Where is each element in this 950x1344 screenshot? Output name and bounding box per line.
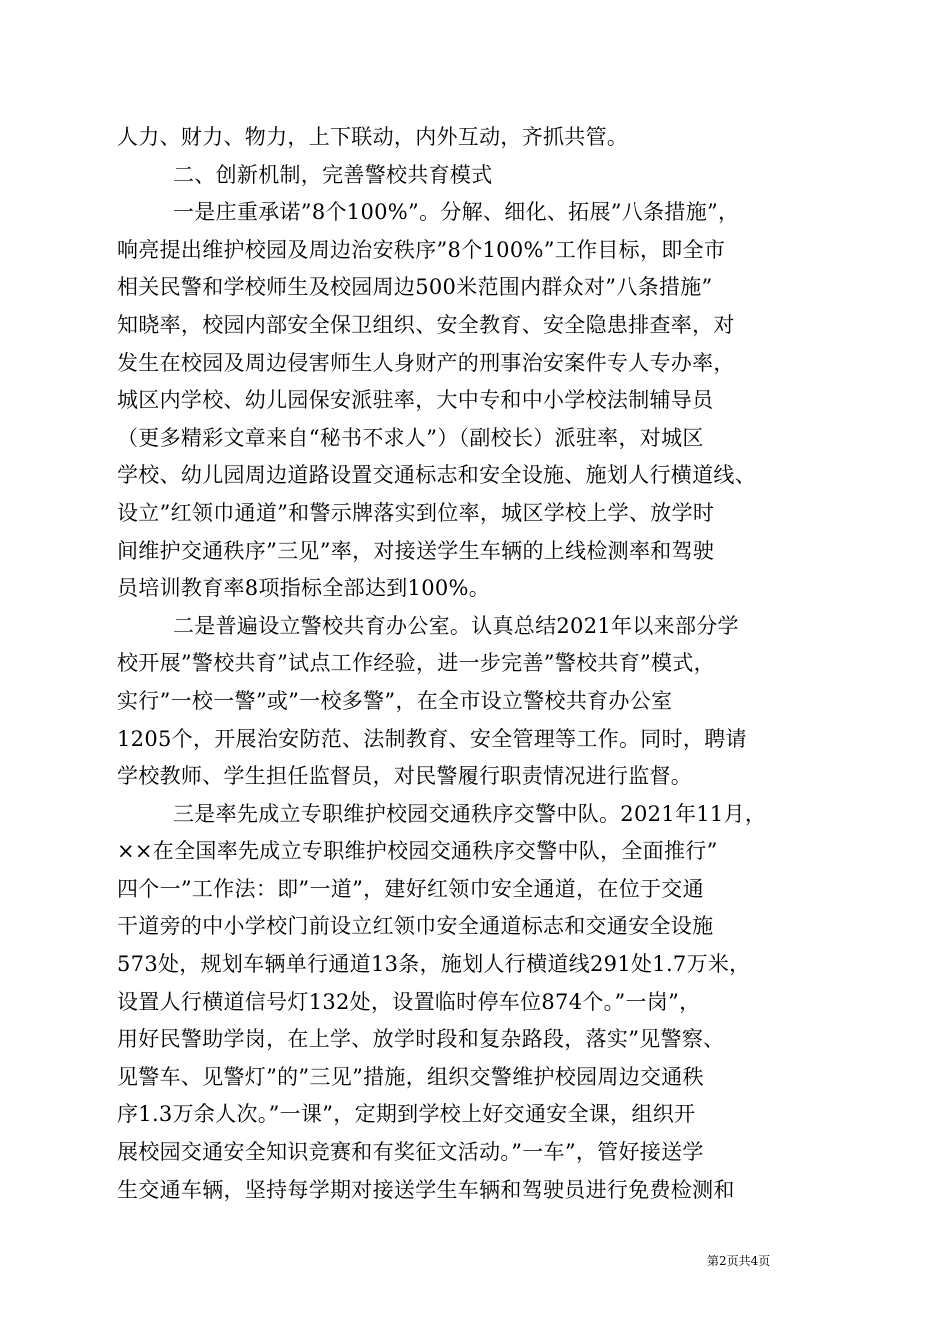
text-line: 城区内学校、幼儿园保安派驻率，大中专和中小学校法制辅导员 xyxy=(117,388,714,413)
text-line: 设置人行横道信号灯132处，设置临时停车位874个。”一岗”， xyxy=(117,989,701,1014)
text-line: 序1.3万余人次。”一课”，定期到学校上好交通安全课，组织开 xyxy=(117,1102,696,1127)
text-line: 一是庄重承诺”8个100%”。分解、细化、拓展”八条措施”， xyxy=(173,200,740,225)
text-line: 展校园交通安全知识竞赛和有奖征文活动。”一车”，管好接送学 xyxy=(117,1140,704,1165)
text-line: ××在全国率先成立专职维护校园交通秩序交警中队，全面推行” xyxy=(117,839,718,864)
text-line: 知晓率，校园内部安全保卫组织、安全教育、安全隐患排查率，对 xyxy=(117,312,735,337)
text-line: 相关民警和学校师生及校园周边500米范围内群众对”八条措施” xyxy=(117,275,713,300)
text-line: （更多精彩文章来自“秘书不求人”）（副校长）派驻率，对城区 xyxy=(117,425,704,450)
text-line: 见警车、见警灯”的”三见”措施，组织交警维护校园周边交通秩 xyxy=(117,1064,704,1089)
text-line: 三是率先成立专职维护校园交通秩序交警中队。2021年11月， xyxy=(173,801,767,826)
text-line: 干道旁的中小学校门前设立红领巾安全通道标志和交通安全设施 xyxy=(117,914,714,939)
text-line: 间维护交通秩序”三见”率，对接送学生车辆的上线检测率和驾驶 xyxy=(117,538,715,563)
body-text xyxy=(117,119,833,1209)
text-line: 二是普遍设立警校共育办公室。认真总结2021年以来部分学 xyxy=(173,613,739,638)
text-line: 实行”一校一警”或”一校多警”，在全市设立警校共育办公室 xyxy=(117,688,673,713)
text-line: 发生在校园及周边侵害师生人身财产的刑事治安案件专人专办率， xyxy=(117,350,735,375)
page-number: 第2页共4页 xyxy=(707,1254,771,1268)
text-line: 573处，规划车辆单行通道13条，施划人行横道线291处1.7万米， xyxy=(117,952,751,977)
text-line: 设立”红领巾通道”和警示牌落实到位率，城区学校上学、放学时 xyxy=(117,500,715,525)
text-line: 员培训教育率8项指标全部达到100%。 xyxy=(117,576,491,601)
text-line: 二、创新机制，完善警校共育模式 xyxy=(173,162,493,187)
text-line: 1205个，开展治安防范、法制教育、安全管理等工作。同时，聘请 xyxy=(117,726,747,751)
text-line: 学校教师、学生担任监督员，对民警履行职责情况进行监督。 xyxy=(117,764,693,789)
text-line: 生交通车辆，坚持每学期对接送学生车辆和驾驶员进行免费检测和 xyxy=(117,1177,735,1202)
text-line: 用好民警助学岗，在上学、放学时段和复杂路段，落实”见警察、 xyxy=(117,1027,725,1052)
text-line: 响亮提出维护校园及周边治安秩序”8个100%”工作目标，即全市 xyxy=(117,237,726,262)
text-line: 四个一”工作法：即”一道”，建好红领巾安全通道，在位于交通 xyxy=(117,876,704,901)
text-line: 校开展”警校共育”试点工作经验，进一步完善”警校共育”模式， xyxy=(117,651,715,676)
text-line: 人力、财力、物力，上下联动，内外互动，齐抓共管。 xyxy=(117,125,629,149)
text-line: 学校、幼儿园周边道路设置交通标志和安全设施、施划人行横道线、 xyxy=(117,463,756,488)
